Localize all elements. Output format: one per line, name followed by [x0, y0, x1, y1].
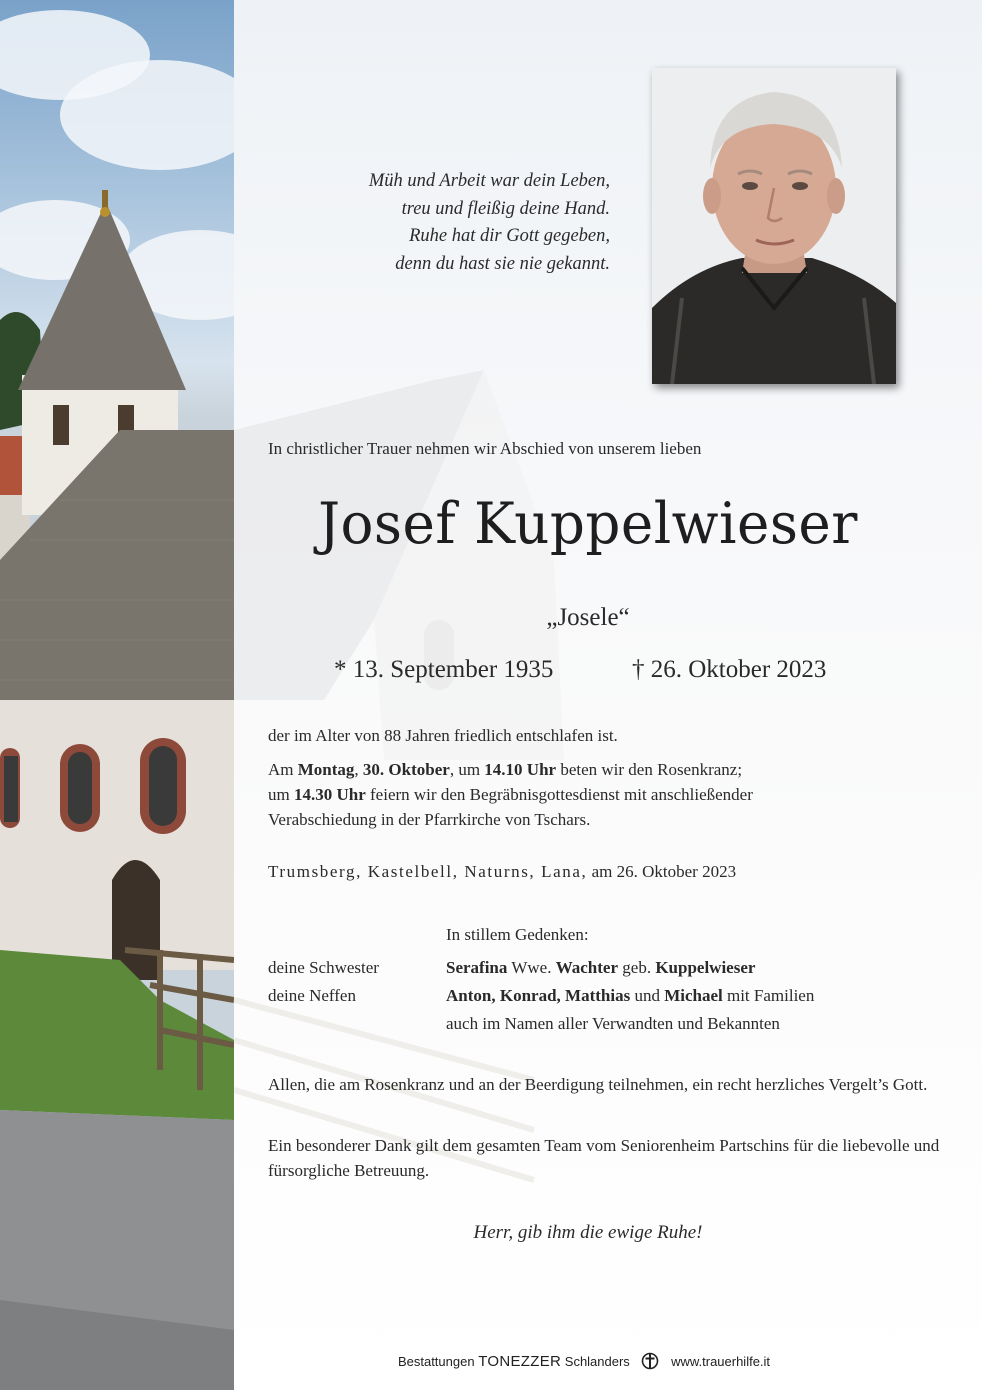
text: beten wir den Rosenkranz;: [556, 760, 743, 779]
relative-names: Anton, Konrad, Matthias: [446, 986, 631, 1005]
funeral-home-brand: TONEZZER: [478, 1353, 562, 1370]
relation-label: deine Schwester: [268, 958, 379, 977]
verse-line: denn du hast sie nie gekannt.: [395, 253, 610, 274]
poem-verse: [268, 168, 610, 278]
church-illustration: [0, 0, 234, 1390]
text: Am: [268, 760, 298, 779]
date: am 26. Oktober 2023: [587, 862, 737, 881]
intro-line: In christlicher Trauer nehmen wir Abschied von unserem lieben: [268, 439, 702, 458]
footer-prefix: Bestattungen: [397, 1354, 479, 1369]
closing-prayer: Herr, gib ihm die ewige Ruhe!: [473, 1222, 703, 1243]
service-details: [268, 757, 848, 832]
nickname: „Josele“: [546, 604, 630, 631]
deceased-name: Josef Kuppelwieser: [318, 491, 858, 557]
text: auch im Namen aller Verwandten und Bekannten: [446, 1014, 780, 1033]
birth-date: * 13. September 1935: [334, 656, 554, 683]
relative-row-others: [268, 1011, 780, 1036]
place-and-date: [268, 859, 736, 884]
relative-name: Wachter: [555, 958, 619, 977]
relative-row-nephews: [268, 983, 814, 1008]
footer-suffix: Schlanders: [561, 1354, 630, 1369]
weekday: Montag: [297, 760, 355, 779]
relation-label: deine Neffen: [268, 986, 356, 1005]
thanks-paragraph-1: Allen, die am Rosenkranz und an der Beerdigung teilnehmen, ein recht herzliches Vergelt’s Gott.: [268, 1075, 928, 1094]
rosary-time: 14.10 Uhr: [484, 760, 557, 779]
verse-line: treu und fleißig deine Hand.: [401, 198, 610, 219]
memorial-heading: In stillem Gedenken:: [446, 925, 589, 944]
service-date: 30. Oktober: [362, 760, 450, 779]
website-link[interactable]: www.trauerhilfe.it: [671, 1354, 771, 1369]
cross-logo-icon: [639, 1352, 661, 1373]
text: ,: [354, 760, 363, 779]
text: und: [630, 986, 665, 1005]
text: feiern wir den Begräbnisgottesdienst mit anschließender: [365, 785, 753, 804]
verse-line: Ruhe hat dir Gott gegeben,: [409, 226, 610, 246]
relative-row-sister: [268, 955, 755, 980]
footer: [234, 1352, 934, 1373]
church-photo: [0, 0, 234, 1390]
text: um: [268, 785, 294, 804]
text: geb.: [618, 958, 656, 977]
service-line-2: [268, 782, 848, 807]
age-line: der im Alter von 88 Jahren friedlich entschlafen ist.: [268, 726, 618, 745]
service-line-3: Verabschiedung in der Pfarrkirche von Tschars.: [268, 810, 591, 829]
verse-line: Müh und Arbeit war dein Leben,: [368, 171, 610, 191]
portrait-photo: [652, 68, 896, 384]
text: Wwe.: [507, 958, 556, 977]
thanks-paragraph-2: Ein besonderer Dank gilt dem gesamten Team vom Seniorenheim Partschins für die liebevolle und fürsorgliche Betreuung.: [268, 1136, 940, 1180]
relative-name: Michael: [664, 986, 723, 1005]
text: , um: [449, 760, 485, 779]
relative-name: Serafina: [446, 958, 508, 977]
places: Trumsberg, Kastelbell, Naturns, Lana,: [268, 862, 588, 881]
text: mit Familien: [722, 986, 815, 1005]
relative-name: Kuppelwieser: [655, 958, 756, 977]
portrait-illustration: [652, 68, 896, 384]
service-line-1: [268, 757, 848, 782]
death-date: † 26. Oktober 2023: [632, 656, 827, 683]
funeral-time: 14.30 Uhr: [293, 785, 366, 804]
